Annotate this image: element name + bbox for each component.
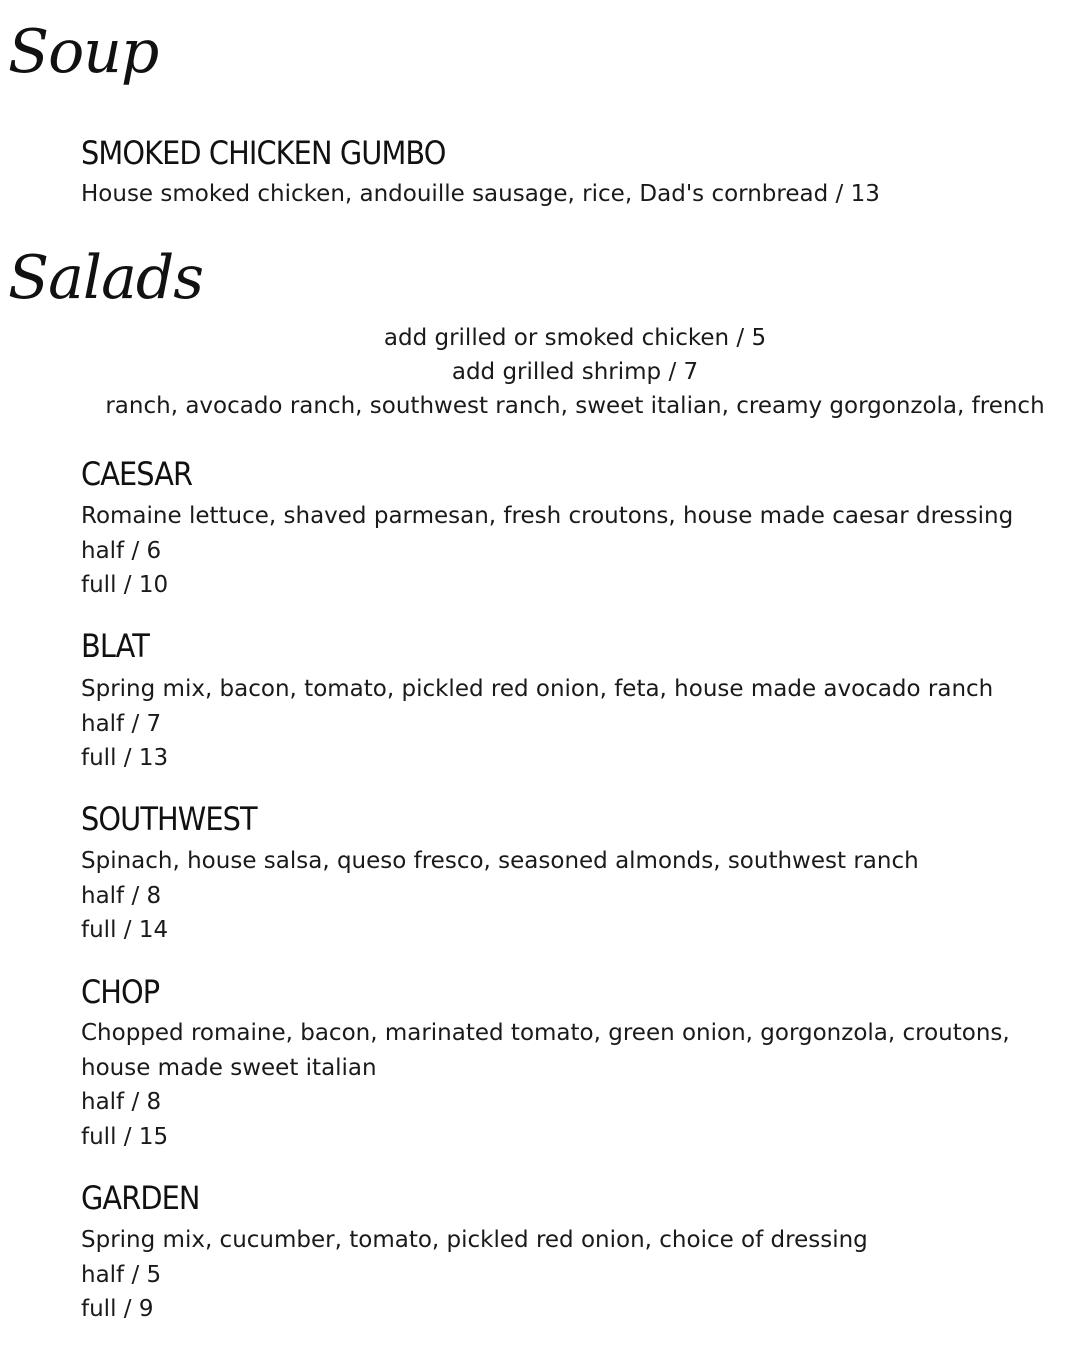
- menu-item-description: Romaine lettuce, shaved parmesan, fresh croutons, house made caesar dressing: [81, 503, 1014, 529]
- price-full: full / 15: [81, 1123, 169, 1150]
- menu-item-name-smoked-chicken-gumbo: SMOKED CHICKEN GUMBO: [81, 134, 446, 172]
- price-half: half / 5: [81, 1261, 162, 1288]
- menu-item-description: Spring mix, cucumber, tomato, pickled red onion, choice of dressing: [81, 1227, 868, 1253]
- menu-item-description-smoked-chicken-gumbo: House smoked chicken, andouille sausage, rice, Dad's cornbread / 13: [81, 181, 880, 207]
- dressing-options: ranch, avocado ranch, southwest ranch, sweet italian, creamy gorgonzola, french: [105, 393, 1045, 419]
- salad-addons: [0, 321, 1080, 423]
- price-half: half / 7: [81, 710, 162, 737]
- addon-shrimp: add grilled shrimp / 7: [451, 359, 699, 385]
- price-half: half / 8: [81, 882, 162, 909]
- menu-item-name-blat: BLAT: [81, 627, 149, 665]
- price-full: full / 13: [81, 745, 169, 771]
- menu-item-description: Spinach, house salsa, queso fresco, seasoned almonds, southwest ranch: [81, 848, 919, 874]
- addon-chicken: add grilled or smoked chicken / 5: [383, 325, 767, 351]
- price-half: half / 6: [81, 537, 162, 564]
- menu-item-blat: [81, 672, 993, 776]
- soup-heading: Soup: [8, 17, 159, 87]
- menu-item-name-southwest: SOUTHWEST: [81, 800, 257, 838]
- menu-item-southwest: [81, 844, 919, 948]
- menu-item-caesar: [81, 499, 1013, 603]
- salads-heading: Salads: [8, 243, 204, 313]
- menu-item-chop: [81, 1016, 1010, 1154]
- price-full: full / 10: [81, 572, 169, 598]
- price-full: full / 9: [81, 1296, 154, 1322]
- menu-item-description: Spring mix, bacon, tomato, pickled red onion, feta, house made avocado ranch: [81, 676, 994, 702]
- price-full: full / 14: [81, 917, 169, 943]
- price-half: half / 8: [81, 1089, 162, 1115]
- menu-item-garden: [81, 1223, 868, 1327]
- menu-item-name-garden: GARDEN: [81, 1179, 200, 1217]
- menu-item-name-chop: CHOP: [81, 973, 160, 1011]
- menu-item-description-line-2: house made sweet italian: [81, 1054, 377, 1081]
- menu-item-name-caesar: CAESAR: [81, 455, 193, 493]
- menu-item-description-line-1: Chopped romaine, bacon, marinated tomato, green onion, gorgonzola, croutons,: [81, 1020, 1010, 1046]
